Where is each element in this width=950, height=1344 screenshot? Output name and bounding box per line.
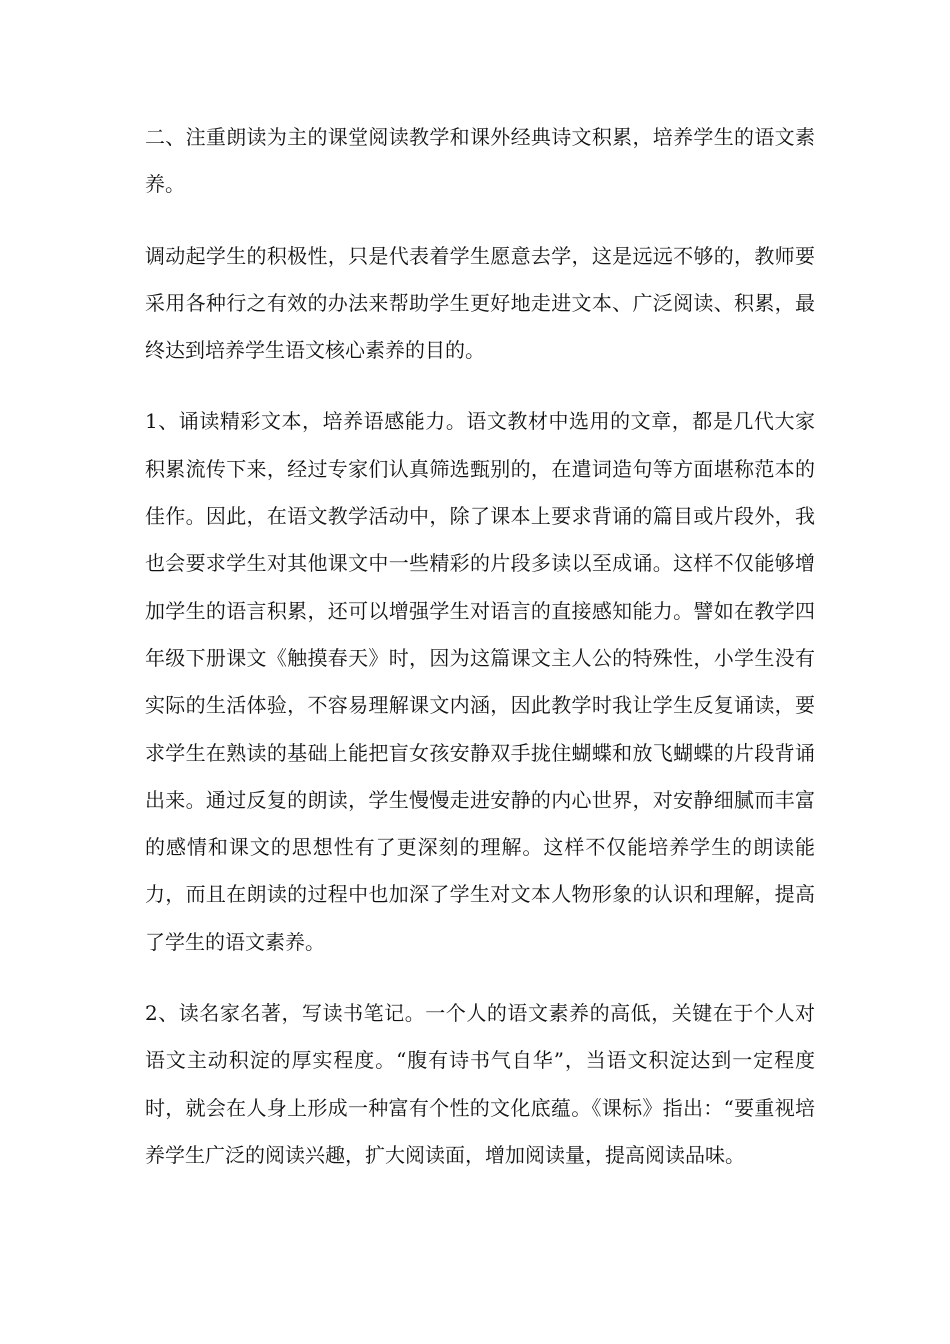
document-page bbox=[145, 114, 815, 1203]
point-2-paragraph: 2、读名家名著，写读书笔记。一个人的语文素养的高低，关键在于个人对语文主动积淀的厚实程度。“腹有诗书气自华”，当语文积淀达到一定程度时，就会在人身上形成一种富有个性的文化底蕴。《课标》指出：“要重视培养学生广泛的阅读兴趣，扩大阅读面，增加阅读量，提高阅读品味。 bbox=[145, 1001, 815, 1167]
section-heading: 二、注重朗读为主的课堂阅读教学和课外经典诗文积累，培养学生的语文素养。 bbox=[145, 125, 815, 197]
intro-paragraph: 调动起学生的积极性，只是代表着学生愿意去学，这是远远不够的，教师要采用各种行之有效的办法来帮助学生更好地走进文本、广泛阅读、积累，最终达到培养学生语文核心素养的目的。 bbox=[145, 243, 815, 363]
point-1-paragraph: 1、诵读精彩文本，培养语感能力。语文教材中选用的文章，都是几代大家积累流传下来，经过专家们认真筛选甄别的，在遣词造句等方面堪称范本的佳作。因此，在语文教学活动中，除了课本上要求背诵的篇目或片段外，我也会要求学生对其他课文中一些精彩的片段多读以至成诵。这样不仅能够增加学生的语言积累，还可以增强学生对语言的直接感知能力。譬如在教学四年级下册课文《触摸春天》时，因为这篇课文主人公的特殊性，小学生没有实际的生活体验，不容易理解课文内涵，因此教学时我让学生反复诵读，要求学生在熟读的基础上能把盲女孩安静双手拢住蝴蝶和放飞蝴蝶的片段背诵出来。通过反复的朗读，学生慢慢走进安静的内心世界，对安静细腻而丰富的感情和课文的思想性有了更深刻的理解。这样不仅能培养学生的朗读能力，而且在朗读的过程中也加深了学生对文本人物形象的认识和理解，提高了学生的语文素养。 bbox=[145, 409, 815, 954]
